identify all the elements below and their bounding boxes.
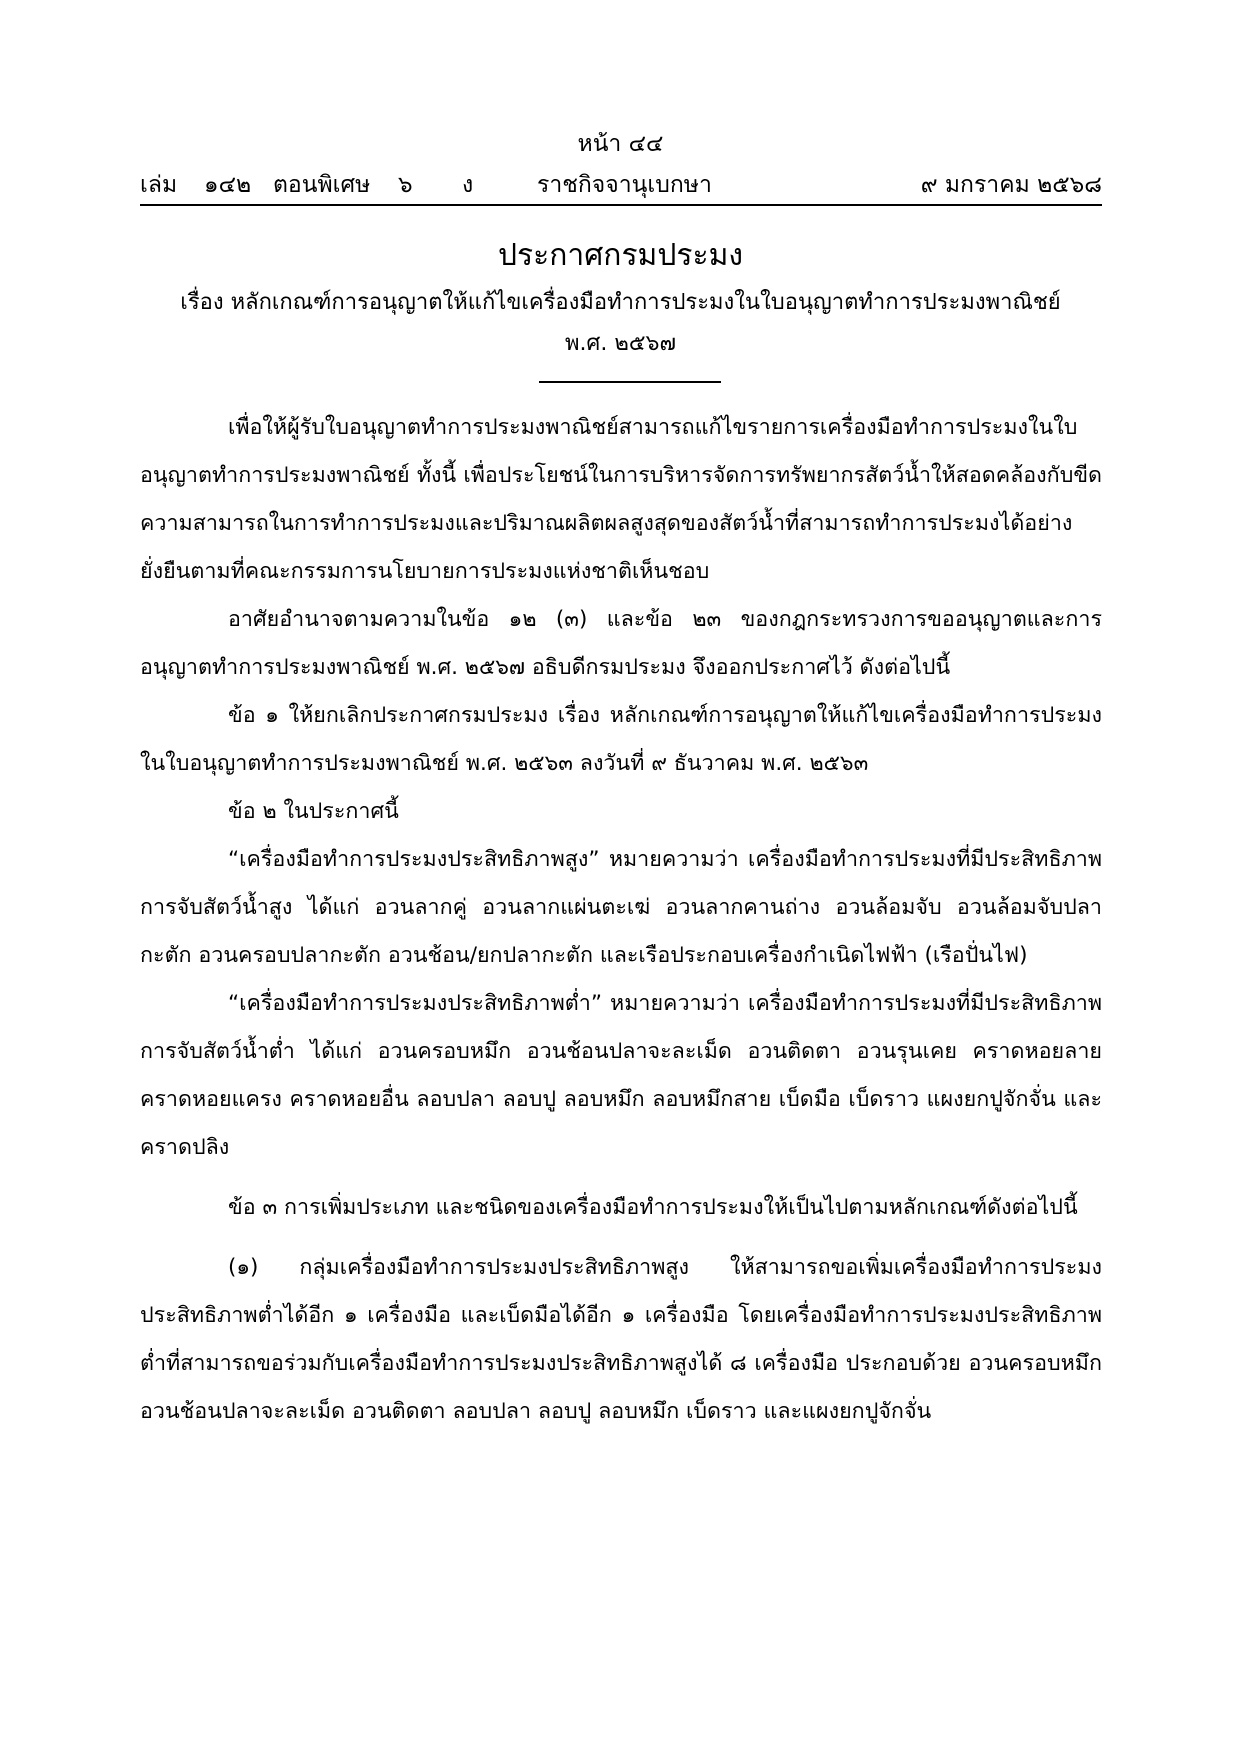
gazette-header [140,168,1102,202]
announcement-subject: เรื่อง หลักเกณฑ์การอนุญาตให้แก้ไขเครื่องมือทำการประมงในใบอนุญาตทำการประมงพาณิชย์ [180,290,1061,315]
announcement-year: พ.ศ. ๒๕๖๗ [564,331,677,356]
volume-label: เล่ม [140,172,178,198]
paragraph-purpose: เพื่อให้ผู้รับใบอนุญาตทำการประมงพาณิชย์สามารถแก้ไขรายการเครื่องมือทำการประมงในใบอนุญาตทำการประมงพาณิชย์ ทั้งนี้ เพื่อประโยชน์ในการบริหารจัดการทรัพยากรสัตว์น้ำให้สอดคล้องกับขีดความสามารถในการทำการประมงและปริมาณผลิตผลสูงสุดของสัตว์น้ำที่สามารถทำการประมงได้อย่างยั่งยืนตามที่คณะกรรมการนโยบายการประมงแห่งชาติเห็นชอบ [140,415,1102,584]
paragraph-authority: อาศัยอำนาจตามความในข้อ ๑๒ (๓) และข้อ ๒๓ ของกฎกระทรวงการขออนุญาตและการอนุญาตทำการประมงพาณิชย์ พ.ศ. ๒๕๖๗ อธิบดีกรมประมง จึงออกประกาศไว้ ดังต่อไปนี้ [140,607,1102,680]
section-letter: ง [462,172,474,198]
publication-date: ๙ มกราคม ๒๕๖๘ [920,172,1102,198]
page-number: หน้า ๔๔ [577,131,664,157]
clause-3-item-1: (๑) กลุ่มเครื่องมือทำการประมงประสิทธิภาพสูง ให้สามารถขอเพิ่มเครื่องมือทำการประมงประสิทธิภาพต่ำได้อีก ๑ เครื่องมือ และเบ็ดมือได้อีก ๑ เครื่องมือ โดยเครื่องมือทำการประมงประสิทธิภาพต่ำที่สามารถขอร่วมกับเครื่องมือทำการประมงประสิทธิภาพสูงได้ ๘ เครื่องมือ ประกอบด้วย อวนครอบหมึก อวนช้อนปลาจะละเม็ด อวนติดตา ลอบปลา ลอบปู ลอบหมึก เบ็ดราว และแผงยกปูจักจั่น [140,1255,1102,1424]
section-number: ๖ [398,172,413,198]
announcement-title: ประกาศกรมประมง [497,238,744,273]
definition-high-efficiency: “เครื่องมือทำการประมงประสิทธิภาพสูง” หมายความว่า เครื่องมือทำการประมงที่มีประสิทธิภาพการจับสัตว์น้ำสูง ได้แก่ อวนลากคู่ อวนลากแผ่นตะเฆ่ อวนลากคานถ่าง อวนล้อมจับ อวนล้อมจับปลากะตัก อวนครอบปลากะตัก อวนช้อน/ยกปลากะตัก และเรือประกอบเครื่องกำเนิดไฟฟ้า (เรือปั่นไฟ) [140,847,1102,968]
clause-2: ข้อ ๒ ในประกาศนี้ [228,799,399,824]
announcement-body [140,404,1102,1436]
section-label: ตอนพิเศษ [273,172,371,198]
definition-low-efficiency: “เครื่องมือทำการประมงประสิทธิภาพต่ำ” หมายความว่า เครื่องมือทำการประมงที่มีประสิทธิภาพการจับสัตว์น้ำต่ำ ได้แก่ อวนครอบหมึก อวนช้อนปลาจะละเม็ด อวนติดตา อวนรุนเคย คราดหอยลาย คราดหอยแครง คราดหอยอื่น ลอบปลา ลอบปู ลอบหมึก ลอบหมึกสาย เบ็ดมือ เบ็ดราว แผงยกปูจักจั่น และคราดปลิง [140,991,1102,1160]
title-divider [539,381,721,383]
clause-3: ข้อ ๓ การเพิ่มประเภท และชนิดของเครื่องมือทำการประมงให้เป็นไปตามหลักเกณฑ์ดังต่อไปนี้ [228,1195,1078,1220]
clause-1: ข้อ ๑ ให้ยกเลิกประกาศกรมประมง เรื่อง หลักเกณฑ์การอนุญาตให้แก้ไขเครื่องมือทำการประมงในใบอนุญาตทำการประมงพาณิชย์ พ.ศ. ๒๕๖๓ ลงวันที่ ๙ ธันวาคม พ.ศ. ๒๕๖๓ [140,703,1102,776]
gazette-name: ราชกิจจานุเบกษา [537,172,712,198]
volume-number: ๑๔๒ [204,172,252,198]
header-divider [140,204,1102,206]
